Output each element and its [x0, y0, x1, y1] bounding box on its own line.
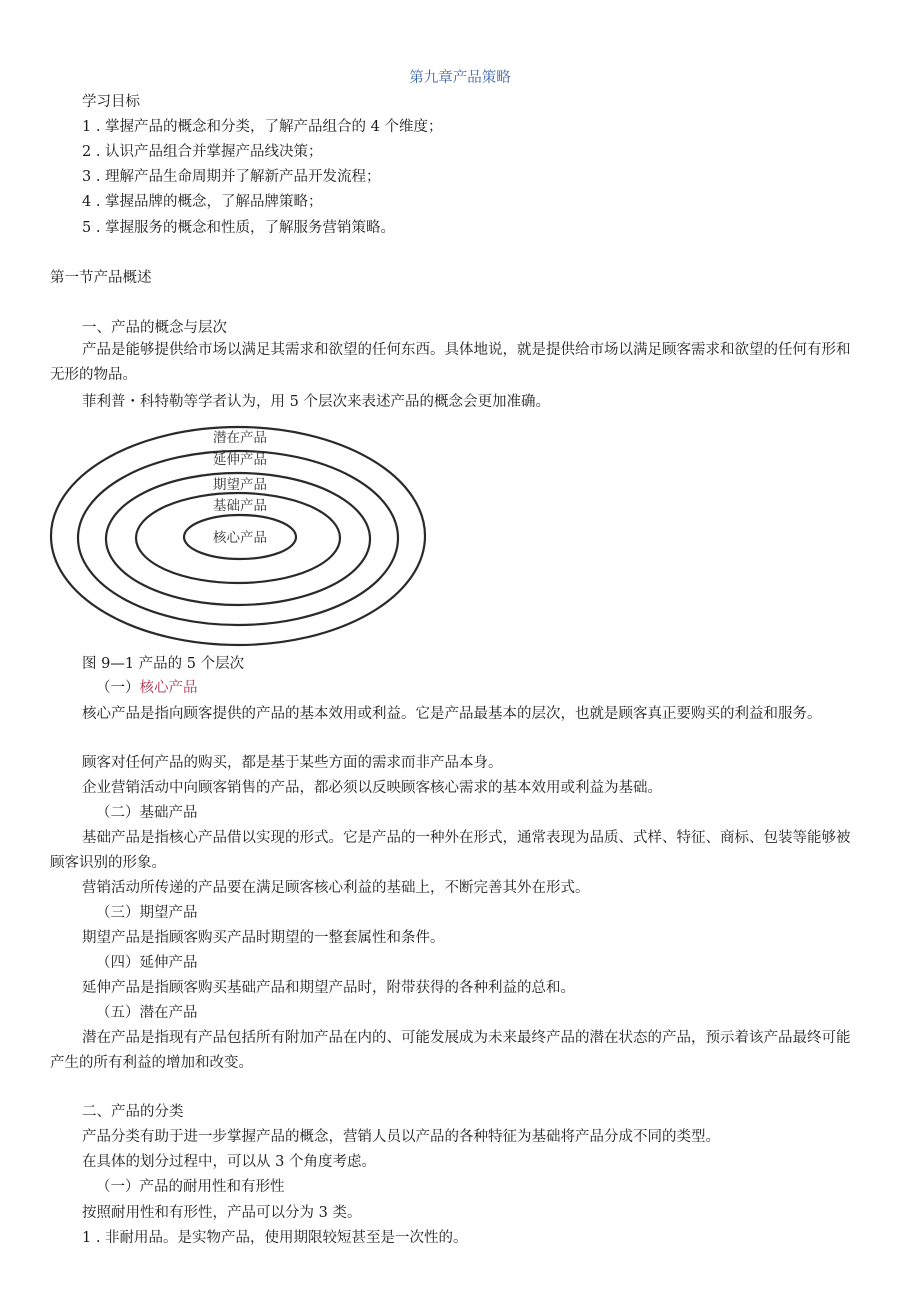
ring-label: 期望产品: [213, 477, 267, 493]
objective-item: 4 . 掌握品牌的概念，了解品牌策略；: [82, 194, 323, 210]
figure-caption: 图 9—1 产品的 5 个层次: [82, 656, 245, 672]
paragraph: 潜在产品是指现有产品包括所有附加产品在内的、可能发展成为未来最终产品的潜在状态的产品，预示着该产品最终可能产生的所有利益的增加和改变。: [50, 1030, 851, 1071]
paragraph: 营销活动所传递的产品要在满足顾客核心利益的基础上，不断完善其外在形式。: [82, 880, 590, 896]
paragraph: 按照耐用性和有形性，产品可以分为 3 类。: [82, 1205, 362, 1221]
ring-label: 基础产品: [213, 498, 267, 514]
class-heading: （一）产品的耐用性和有形性: [96, 1179, 285, 1195]
ring-label: 潜在产品: [213, 430, 267, 446]
ring-label: 核心产品: [213, 530, 267, 546]
subsection-heading: 二、产品的分类: [82, 1104, 184, 1120]
paragraph: 企业营销活动中向顾客销售的产品，都必须以反映顾客核心需求的基本效用或利益为基础。: [82, 780, 662, 796]
core-heading: [96, 678, 198, 698]
paragraph: 顾客对任何产品的购买，都是基于某些方面的需求而非产品本身。: [82, 755, 503, 771]
heading-term: 核心产品: [139, 680, 198, 696]
objective-item: 2 . 认识产品组合并掌握产品线决策；: [82, 144, 323, 160]
heading-prefix: （一）: [96, 680, 140, 696]
paragraph: 延伸产品是指顾客购买基础产品和期望产品时，附带获得的各种利益的总和。: [82, 980, 575, 996]
objective-item: 1 . 掌握产品的概念和分类，了解产品组合的 4 个维度；: [82, 119, 443, 135]
paragraph: 产品分类有助于进一步掌握产品的概念，营销人员以产品的各种特征为基础将产品分成不同的类型。: [82, 1129, 720, 1145]
basic-heading: （二）基础产品: [96, 805, 198, 821]
ring-label: 延伸产品: [213, 452, 267, 468]
paragraph: 在具体的划分过程中，可以从 3 个角度考虑。: [82, 1154, 376, 1170]
paragraph: 产品是能够提供给市场以满足其需求和欲望的任何东西。具体地说，就是提供给市场以满足顾客需求和欲望的任何有形和无形的物品。: [50, 342, 851, 383]
paragraph: 菲利普・科特勒等学者认为，用 5 个层次来表述产品的概念会更加准确。: [82, 394, 550, 410]
paragraph: 核心产品是指向顾客提供的产品的基本效用或利益。它是产品最基本的层次，也就是顾客真正要购买的利益和服务。: [82, 706, 822, 722]
section-heading: 第一节产品概述: [50, 270, 152, 286]
objectives-heading: 学习目标: [82, 94, 140, 110]
paragraph: 期望产品是指顾客购买产品时期望的一整套属性和条件。: [82, 930, 445, 946]
augmented-heading: （四）延伸产品: [96, 955, 198, 971]
list-item: 1 . 非耐用品。是实物产品，使用期限较短甚至是一次性的。: [82, 1230, 468, 1246]
objective-item: 5 . 掌握服务的概念和性质，了解服务营销策略。: [82, 220, 396, 236]
objective-item: 3 . 理解产品生命周期并了解新产品开发流程；: [82, 169, 381, 185]
expected-heading: （三）期望产品: [96, 905, 198, 921]
product-levels-diagram: [48, 422, 432, 650]
potential-heading: （五）潜在产品: [96, 1005, 198, 1021]
paragraph: 基础产品是指核心产品借以实现的形式。它是产品的一种外在形式，通常表现为品质、式样、特征、商标、包装等能够被顾客识别的形象。: [50, 830, 851, 871]
page-title: 第九章产品策略: [409, 70, 511, 86]
subsection-heading: 一、产品的概念与层次: [82, 320, 227, 336]
